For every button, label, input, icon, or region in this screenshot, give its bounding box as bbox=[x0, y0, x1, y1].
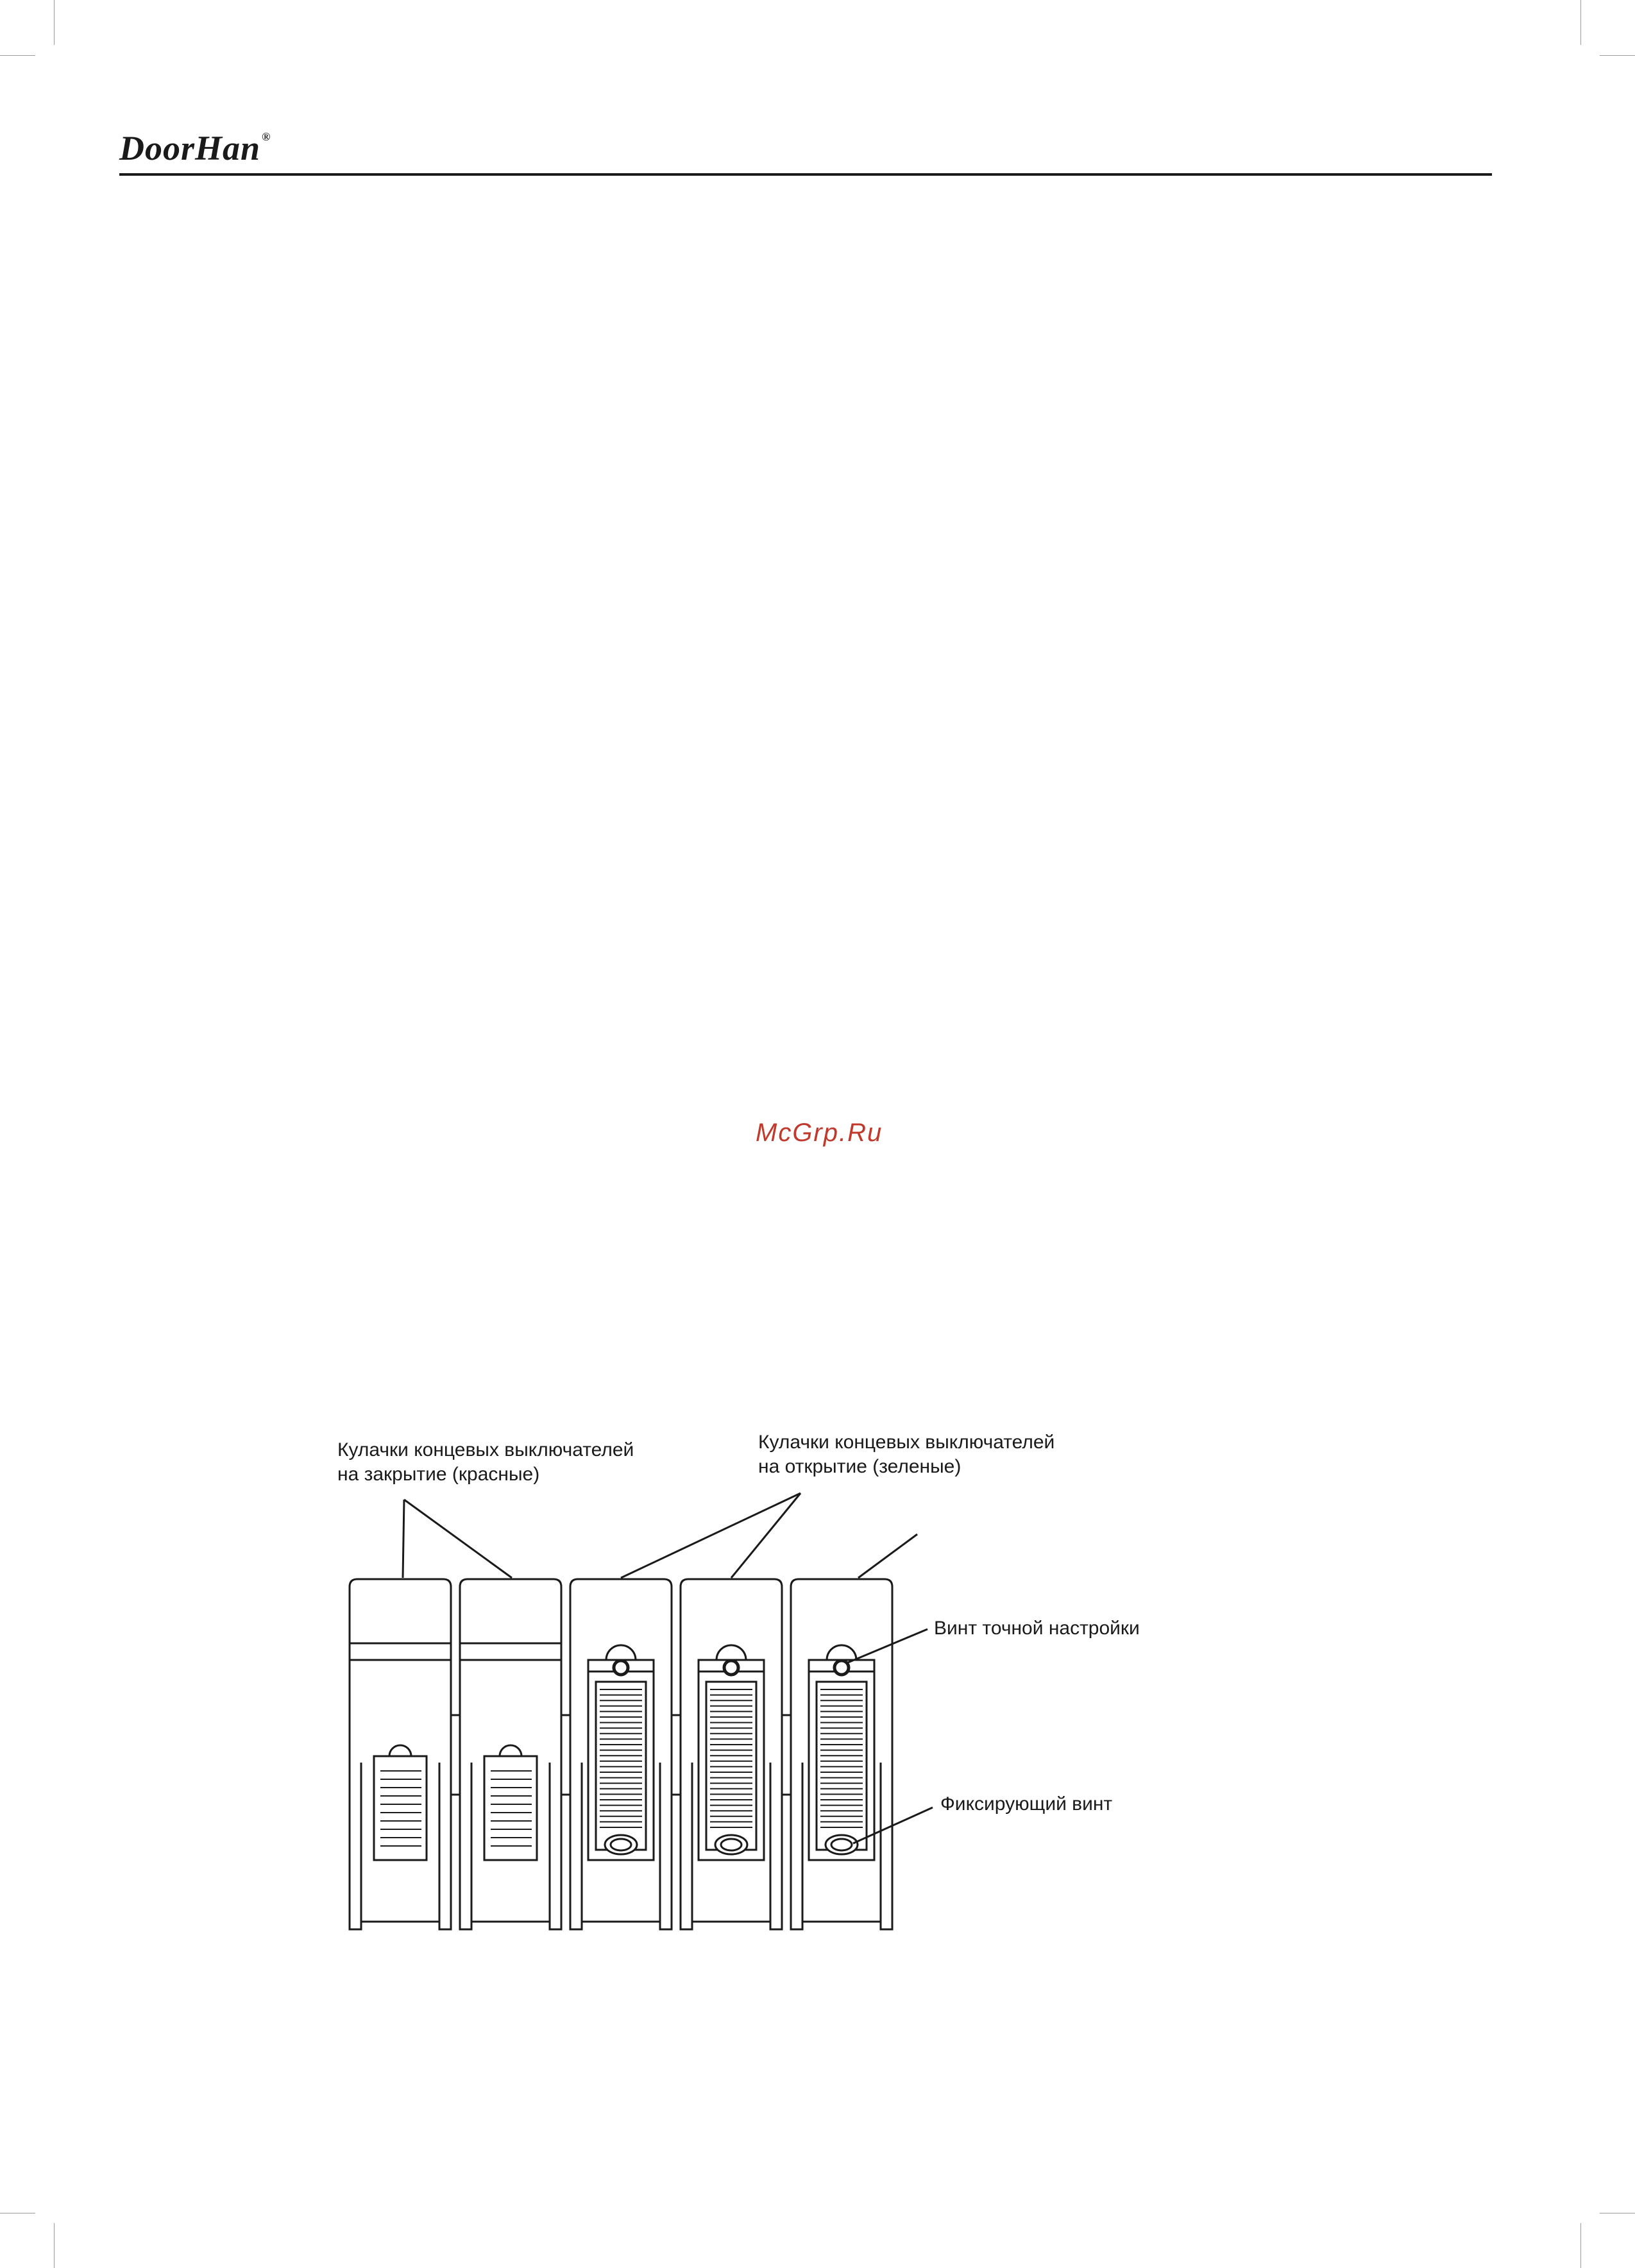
closing-cam bbox=[350, 1579, 451, 1929]
opening-cam bbox=[681, 1579, 782, 1929]
locking-screw-label: Фиксирующий винт bbox=[940, 1793, 1113, 1815]
ribbed-tab bbox=[484, 1756, 537, 1860]
fine-tuning-screw bbox=[834, 1661, 849, 1675]
fine-tuning-screw-label: Винт точной настройки bbox=[934, 1618, 1140, 1639]
leader-line bbox=[403, 1500, 404, 1578]
closing-cams-label bbox=[337, 1438, 634, 1487]
closing-cams-label-line2: на закрытие (красные) bbox=[337, 1464, 540, 1485]
slider-window bbox=[706, 1682, 756, 1850]
ribbed-tab bbox=[374, 1756, 427, 1860]
slider-window bbox=[817, 1682, 867, 1850]
opening-cam bbox=[791, 1579, 892, 1929]
logo-text: DoorHan bbox=[119, 129, 261, 167]
opening-cams-label bbox=[758, 1430, 1055, 1479]
fine-tuning-screw bbox=[614, 1661, 628, 1675]
slider-window bbox=[596, 1682, 646, 1850]
leader-line bbox=[404, 1500, 512, 1578]
registered-mark: ® bbox=[262, 130, 271, 143]
opening-cams-label-line2: на открытие (зеленые) bbox=[758, 1456, 962, 1477]
leader-line bbox=[621, 1493, 801, 1578]
leader-line bbox=[731, 1493, 801, 1578]
opening-cams-label-line1: Кулачки концевых выключателей bbox=[758, 1432, 1055, 1453]
watermark: McGrp.Ru bbox=[756, 1119, 883, 1147]
closing-cam bbox=[460, 1579, 561, 1929]
leader-line bbox=[858, 1534, 917, 1578]
opening-cam bbox=[570, 1579, 672, 1929]
closing-cams-label-line1: Кулачки концевых выключателей bbox=[337, 1439, 634, 1460]
fine-tuning-screw bbox=[724, 1661, 738, 1675]
